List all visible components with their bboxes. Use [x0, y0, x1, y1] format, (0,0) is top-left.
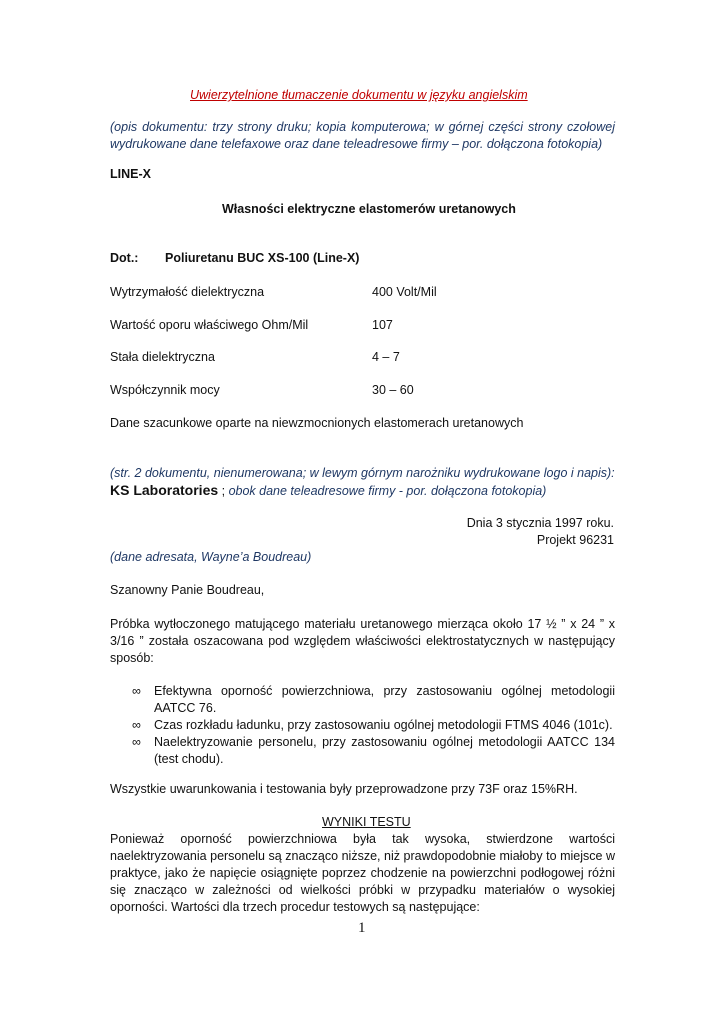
property-value: 400 Volt/Mil [372, 285, 437, 299]
lab-separator: ; [218, 484, 229, 498]
lab-name: KS Laboratories [110, 482, 219, 498]
results-heading: WYNIKI TESTU [322, 815, 411, 829]
property-name: Stała dielektryczna [110, 350, 215, 364]
property-value: 4 – 7 [372, 350, 400, 364]
reference-label: Dot.: [110, 251, 139, 265]
bullet-icon: ∞ [132, 684, 141, 698]
test-methods-list [110, 683, 615, 768]
project-number: Projekt 96231 [536, 533, 614, 547]
conditions-text: Wszystkie uwarunkowania i testowania były przeprowadzone przy 73F oraz 15%RH. [110, 782, 578, 796]
addressee-note: (dane adresata, Wayne’a Boudreau) [110, 550, 312, 564]
list-item [110, 683, 615, 717]
list-item [110, 717, 615, 734]
list-item-text: Efektywna oporność powierzchniowa, przy zastosowaniu ogólnej metodologii AATCC 76. [154, 684, 615, 715]
section-heading: Własności elektryczne elastomerów uretanowych [222, 202, 516, 216]
property-value: 107 [372, 318, 393, 332]
property-name: Wytrzymałość dielektryczna [110, 285, 265, 299]
list-item-text: Naelektryzowanie personelu, przy zastosowaniu ogólnej metodologii AATCC 134 (test chodu). [154, 735, 615, 766]
page-number: 1 [358, 920, 366, 936]
lab-line [110, 482, 546, 498]
property-name: Wartość oporu właściwego Ohm/Mil [110, 318, 309, 332]
intro-paragraph: Próbka wytłoczonego matującego materiału uretanowego mierząca około 17 ½ ” x 24 ” x 3/16 ” została oszacowana pod względem właściwości elektrostatycznych w następujący sposób: [110, 617, 615, 665]
document-title: Uwierzytelnione tłumaczenie dokumentu w języku angielskim [190, 88, 528, 102]
list-item-text: Czas rozkładu ładunku, przy zastosowaniu ogólnej metodologii FTMS 4046 (101c). [154, 718, 613, 732]
page2-note: (str. 2 dokumentu, nienumerowana; w lewym górnym narożniku wydrukowane logo i napis): [110, 466, 615, 480]
reference-value: Poliuretanu BUC XS-100 (Line-X) [165, 251, 360, 265]
letter-date: Dnia 3 stycznia 1997 roku. [466, 516, 614, 530]
list-item [110, 734, 615, 768]
bullet-icon: ∞ [132, 718, 141, 732]
lab-note: obok dane teleadresowe firmy - por. dołączona fotokopia) [228, 484, 547, 498]
salutation: Szanowny Panie Boudreau, [110, 583, 265, 597]
results-paragraph: Ponieważ oporność powierzchniowa była tak wysoka, stwierdzone wartości naelektryzowania personelu są znacząco niższe, niż prawdopodobnie miałoby to miejsce w praktyce, jako że napięcie osiągnięte poprzez chodzenie na powierzchni podłogowej różni się znacząco w zależności od wielkości próbki w przypadku materiałów o wysokiej oporności. Wartości dla trzech procedur testowych są następujące: [110, 832, 615, 914]
estimate-note: Dane szacunkowe oparte na niewzmocnionych elastomerach uretanowych [110, 416, 524, 430]
property-name: Współczynnik mocy [110, 383, 220, 397]
document-description-note: (opis dokumentu: trzy strony druku; kopia komputerowa; w górnej części strony czołowej wydrukowane dane telefaxowe oraz dane teleadresowe firmy – por. dołączona fotokopia) [110, 120, 615, 151]
bullet-icon: ∞ [132, 735, 141, 749]
company-name: LINE-X [110, 167, 151, 181]
property-value: 30 – 60 [372, 383, 414, 397]
